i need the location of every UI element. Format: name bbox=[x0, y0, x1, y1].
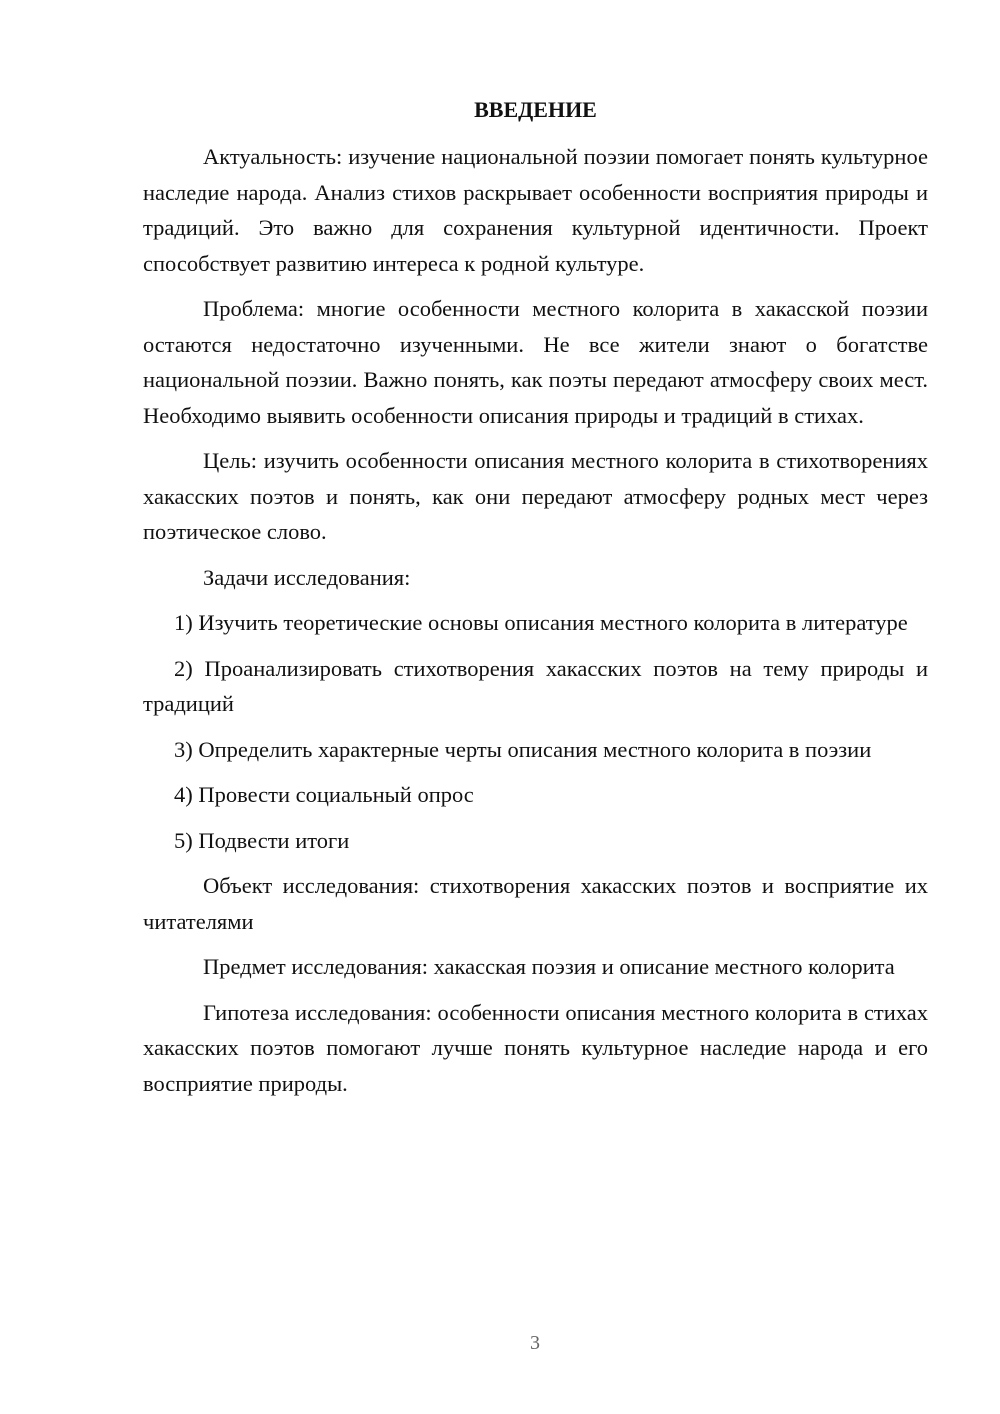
relevance-paragraph: Актуальность: изучение национальной поэзии помогает понять культурное наследие народа. Анализ стихов раскрывает особенности восприятия природы и традиций. Это важно для сохранения культурной идентичности. Проект способствует развитию интереса к родной культуре. bbox=[143, 144, 928, 276]
task-item-1: 1) Изучить теоретические основы описания местного колорита в литературе bbox=[174, 610, 908, 635]
problem-paragraph: Проблема: многие особенности местного колорита в хакасской поэзии остаются недостаточно изученными. Не все жители знают о богатстве национальной поэзии. Важно понять, как поэты передают атмосферу своих мест. Необходимо выявить особенности описания природы и традиций в стихах. bbox=[143, 296, 928, 428]
task-item-5: 5) Подвести итоги bbox=[174, 827, 350, 853]
document-page bbox=[143, 92, 928, 1111]
goal-paragraph: Цель: изучить особенности описания местного колорита в стихотворениях хакасских поэтов и понять, как они передают атмосферу родных мест через поэтическое слово. bbox=[143, 448, 928, 544]
hypothesis-paragraph: Гипотеза исследования: особенности описания местного колорита в стихах хакасских поэтов помогают лучше понять культурное наследие народа и его восприятие природы. bbox=[143, 999, 928, 1096]
tasks-heading: Задачи исследования: bbox=[203, 564, 411, 590]
task-item-3: 3) Определить характерные черты описания местного колорита в поэзии bbox=[174, 736, 872, 762]
object-paragraph: Объект исследования: стихотворения хакасских поэтов и восприятие их читателями bbox=[143, 873, 928, 934]
task-item-4: 4) Провести социальный опрос bbox=[174, 782, 474, 807]
page-number: 3 bbox=[530, 1332, 540, 1354]
page-title: ВВЕДЕНИЕ bbox=[474, 97, 597, 122]
task-item-2: 2) Проанализировать стихотворения хакасских поэтов на тему природы и традиций bbox=[143, 655, 928, 716]
subject-paragraph: Предмет исследования: хакасская поэзия и описание местного колорита bbox=[203, 954, 895, 979]
